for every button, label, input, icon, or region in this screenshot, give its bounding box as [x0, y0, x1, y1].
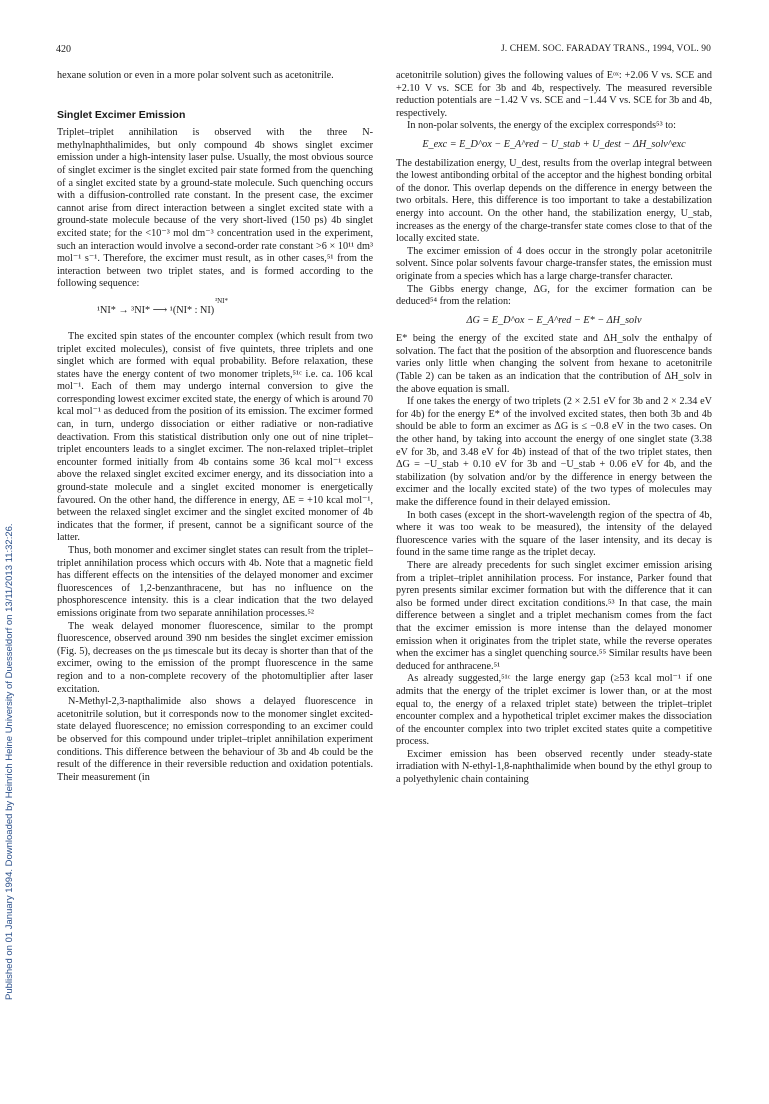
paragraph: In non-polar solvents, the energy of the exciplex corresponds⁵³ to:: [407, 120, 676, 132]
section-title: Singlet Excimer Emission: [57, 108, 186, 121]
equation-exciplex-energy: E_exc = E_D^ox − E_A^red − U_stab + U_dest − ΔH_solv^exc: [422, 138, 686, 150]
page-number: 420: [56, 44, 71, 55]
paragraph: The destabilization energy, U_dest, results from the overlap integral between the lowest antibonding orbital of the acceptor and the highest bonding orbital of the donor. This overlap depends on the difference in energy between the two orbitals. Here, this difference is too important to take a destabilization energy into account. On the other hand, the stabilization energy, U_stab, increases as the energy of the charge-transfer state comes close to that of the locally excited state.: [396, 157, 712, 245]
paragraph: The excimer emission of 4 does occur in the strongly polar acetonitrile solvent. Since polar solvents favour charge-transfer states, the emission must originate from a species which has a large charge-transfer character.: [396, 245, 712, 282]
download-watermark-text: Published on 01 January 1994. Downloaded by Heinrich Heine University of Duesseldorf on 13/11/2013 11:32:26.: [4, 523, 15, 1000]
scheme-arrow-label: ³NI*: [215, 296, 228, 305]
paragraph: Triplet–triplet annihilation is observed with the three N-methylnaphthalimides, but only compound 4b shows singlet excimer emission under a high-intensity laser pulse. Usually, the most obvious source of singlet excimer is the singlet excited pair state formed from the quenching of a singlet excited state by a ground-state molecule. Such quenching occurs with a diffusion-controlled rate constant. In the present case, the excimer cannot arise from direct interaction between a singlet excited state with a ground-state molecule because of the very short-lived (150 ps) 4b singlet excited state; for the <10⁻³ mol dm⁻³ concentration used in the experiment, such an interaction would involve a second-order rate constant >6 × 10¹¹ dm³ mol⁻¹ s⁻¹. Therefore, the excimer must result, as in other cases,⁵¹ from the interaction between two triplet states, and is formed according to the following sequence:: [57, 127, 373, 290]
paragraph: acetonitrile solution) gives the following values of Eᵒˣ: +2.06 V vs. SCE and +2.10 V vs. SCE for 3b and 4b, respectively. The measured reversible reduction potentials are −1.42 V vs. SCE and −1.44 V vs. SCE for 3b and 4b, respectively.: [396, 70, 712, 119]
paragraph: The excited spin states of the encounter complex (which result from two triplet excited molecules), consist of five quintets, three triplets and one singlet which are formed with equal probability. Before relaxation, these states have the energy content of two monomer triplets,⁵¹ᶜ i.e. ca. 106 kcal mol⁻¹. Each of them may undergo internal conversion to give the corresponding lowest excimer excited state, the energy of which is around 70 kcal mol⁻¹ as deduced from the position of its emission. The excimer formed can, in turn, undergo dissociation or either radiative or non-radiative deactivation. From this statistical distribution only one out of nine triplet–triplet encounters leads to a singlet excimer. The non-relaxed triplet–triplet encounter formed initially from 4b contains some 36 kcal mol⁻¹ excess above the relaxed singlet excited excimer energy, and its dissociation into a ground-state molecule and a singlet excited monomer is energetically favoured. On the other hand, the difference in energy, ΔE = +10 kcal mol⁻¹, between the relaxed singlet excimer and the singlet excited monomer of 4b indicates that the former, if present, cannot be a significant source of the latter.: [57, 330, 373, 544]
paragraph: Thus, both monomer and excimer singlet states can result from the triplet–triplet annihilation process which occurs with 4b. Note that a magnetic field has different effects on the intensities of the delayed monomer and excimer fluorescences of 1,2-benzanthracene, but has no influence on the phosphorescence intensity. this is a clear indication that the two delayed emissions originate from two separate annihilation processes.⁵²: [57, 545, 373, 619]
journal-header: J. CHEM. SOC. FARADAY TRANS., 1994, VOL. 90: [501, 44, 711, 54]
paragraph: E* being the energy of the excited state and ΔH_solv the enthalpy of solvation. The fact that the position of the absorption and fluorescence bands varies only little when changing the solvent from hexane to acetonitrile (Table 2) can be taken as an indication that the contribution of ΔH_solv in the above equation is small.: [396, 333, 712, 395]
equation-gibbs-energy: ΔG = E_D^ox − E_A^red − E* − ΔH_solv: [466, 314, 642, 326]
paragraph: There are already precedents for such singlet excimer emission arising from a triplet–triplet annihilation process. For instance, Parker found that pyren presents similar excimer formation but with the difference that it can also be formed under direct excitation conditions.⁵³ In that case, the main difference between a singlet and a triplet mechanism comes from the fact that the excimer emission is more intense than the delayed monomer emission when it originates from the triplet state, while the reverse operates when the excimer has a singlet quenching source.⁵⁵ Similar results have been deduced for anthracene.⁵¹: [396, 559, 712, 672]
paragraph: If one takes the energy of two triplets (2 × 2.51 eV for 3b and 2 × 2.34 eV for 4b) for the energy E* of the involved excited states, then both 3b and 4b should be able to form an excimer as ΔG is ≤ −0.8 eV in the two cases. On the other hand, by taking into account the energy of one singlet state (3.38 eV for 3b, and 3.48 eV for 4b) instead of that of the two triplet states, then ΔG = −U_stab + 0.10 eV for 3b and −U_stab + 0.06 eV for 4b, and the stabilization (by solvation and/or by the difference in energy between the excimer and the locally excited state) of the two types of molecules may make the difference found in their delayed emission.: [396, 396, 712, 508]
intro-paragraph: hexane solution or even in a more polar solvent such as acetonitrile.: [57, 70, 334, 81]
download-watermark: [4, 300, 24, 1000]
paragraph: The weak delayed monomer fluorescence, similar to the prompt fluorescence, observed around 390 nm besides the singlet excimer emission (Fig. 5), decreases on the μs timescale but its decay is shorter than that of the excimer, owing to the emission of the prompt fluorescence in the same region and to a non-complete recovery of the photomultiplier after laser excitation.: [57, 620, 373, 695]
paragraph: In both cases (except in the short-wavelength region of the spectra of 4b, where it was too weak to be measured), the intensity of the delayed fluorescence varies with the square of the laser intensity, and its decay is found in the same time range as the triplet decay.: [396, 509, 712, 559]
paragraph: The Gibbs energy change, ΔG, for the excimer formation can be deduced⁵⁴ from the relation:: [396, 283, 712, 308]
paragraph: As already suggested,⁵¹ᶜ the large energy gap (≥53 kcal mol⁻¹ if one admits that the energy of the triplet excimer is lower than, or at the most equal to, the energy of a relaxed triplet state) between the triplet–triplet encounter complex and a hypothetical triplet excimer makes the dissociation of the encounter complex into two triplet excited states quite a competitive process.: [396, 673, 712, 748]
paragraph: N-Methyl-2,3-napthalimide also shows a delayed fluorescence in acetonitrile solution, but it corresponds now to the monomer singlet excited-state delayed fluorescence; no emission corresponding to an excimer could be observed for this compound under triplet–triplet annihilation experiment conditions. This difference between the behaviour of 3b and 4b could be the result of the difference in their reversible reduction and oxidation potentials. Their measurement (in: [57, 696, 373, 783]
paragraph: Excimer emission has been observed recently under steady-state irradiation with N-ethyl-1,8-naphthalimide when bound by the ethyl group to a polyethylenic chain containing: [396, 748, 712, 786]
reaction-scheme: [57, 295, 373, 325]
left-column: [57, 70, 373, 784]
right-column: [396, 70, 712, 787]
scheme-equation: ¹NI* → ³NI* ⟶ ¹(NI* : NI): [97, 304, 215, 316]
